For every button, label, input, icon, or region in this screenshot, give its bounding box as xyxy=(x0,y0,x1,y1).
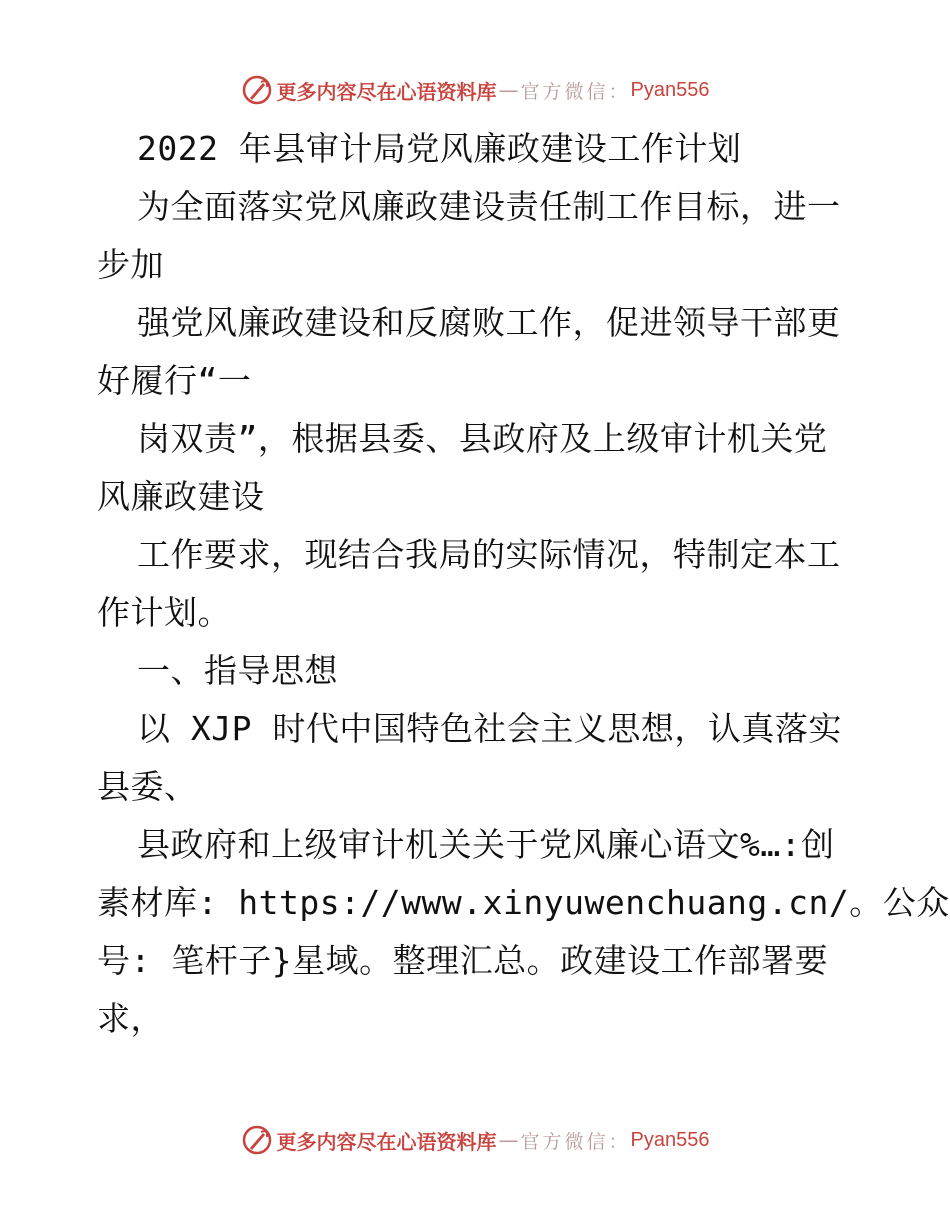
watermark-wechat-label: 官方微信： xyxy=(520,80,631,103)
watermark-wechat-id: Pyan556 xyxy=(630,1128,710,1151)
doc-line: 号: 笔杆子}星域。整理汇总。政建设工作部署要 xyxy=(97,941,829,980)
doc-line: 步加 xyxy=(97,245,164,284)
doc-line: 求， xyxy=(97,999,164,1038)
watermark-site-text: 更多内容尽在心语资料库 xyxy=(276,1129,497,1154)
watermark-wechat-id: Pyan556 xyxy=(630,78,710,101)
doc-line: 素材库: https://www.xinyuwenchuang.cn/。公众 xyxy=(97,883,950,922)
watermark-dash: — xyxy=(498,78,519,102)
watermark-dash: — xyxy=(498,1128,519,1152)
doc-line: 作计划。 xyxy=(97,593,231,632)
doc-line: 为全面落实党风廉政建设责任制工作目标，进一 xyxy=(137,187,841,226)
doc-line: 县政府和上级审计机关关于党风廉心语文%…:创 xyxy=(137,825,835,864)
doc-line: 强党风廉政建设和反腐败工作，促进领导干部更 xyxy=(137,303,841,342)
header-watermark xyxy=(0,70,950,110)
doc-line: 好履行“一 xyxy=(97,361,252,400)
watermark-site-text: 更多内容尽在心语资料库 xyxy=(276,79,497,104)
section-heading: 一、指导思想 xyxy=(137,651,338,690)
doc-line: 工作要求，现结合我局的实际情况，特制定本工 xyxy=(137,535,841,574)
doc-line: 风廉政建设 xyxy=(97,477,265,516)
quill-logo-icon xyxy=(241,1124,273,1156)
quill-logo-icon xyxy=(241,74,273,106)
footer-watermark xyxy=(0,1120,950,1160)
doc-title: 2022 年县审计局党风廉政建设工作计划 xyxy=(137,129,742,168)
watermark-wechat-label: 官方微信： xyxy=(520,1130,631,1153)
doc-line: 岗双责”，根据县委、县政府及上级审计机关党 xyxy=(137,419,828,458)
document-body xyxy=(97,120,950,1048)
doc-line: 以 XJP 时代中国特色社会主义思想，认真落实 xyxy=(137,709,842,748)
doc-line: 县委、 xyxy=(97,767,198,806)
